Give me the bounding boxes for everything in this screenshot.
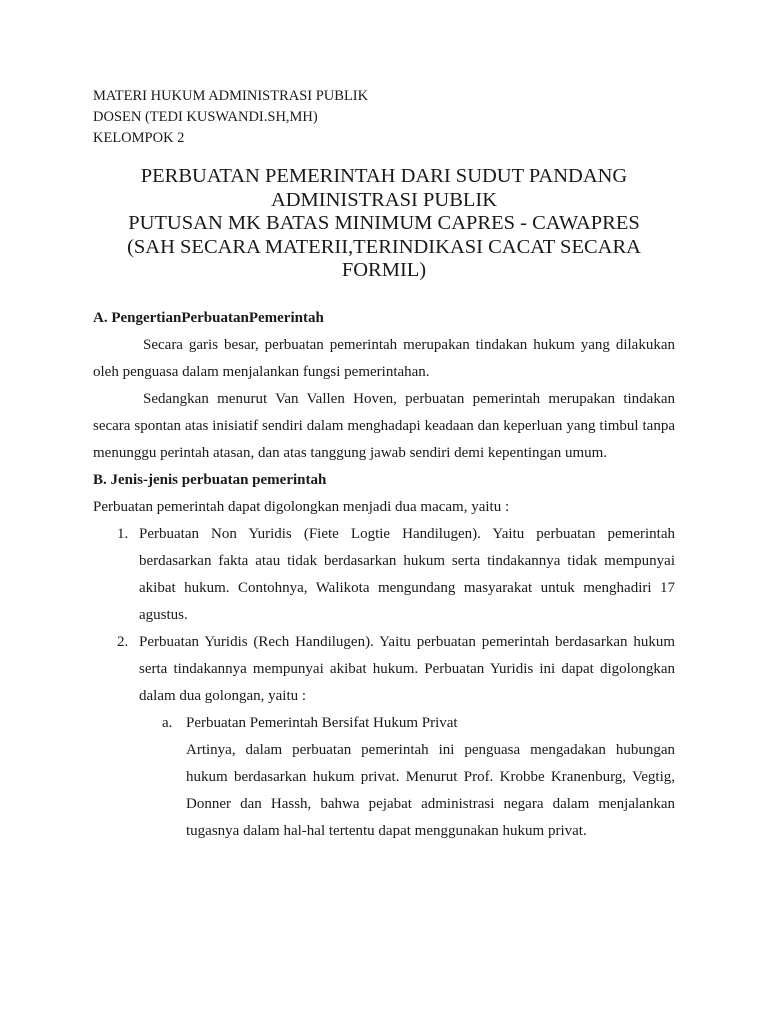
sub-list-item-title: Perbuatan Pemerintah Bersifat Hukum Privat [186,714,458,731]
document-page [93,86,675,845]
numbered-list [93,521,675,710]
sub-list-item-body: Artinya, dalam perbuatan pemerintah ini penguasa mengadakan hubungan hukum berdasarkan hukum privat. Menurut Prof. Krobbe Kranenburg, Vegtig, Donner dan Hassh, bahwa pejabat administrasi negara dalam menjalankan tugasnya dalam hal-hal tertentu dapat menggunakan hukum privat. [186,741,675,839]
section-b-heading: B. Jenis-jenis perbuatan pemerintah [93,471,327,488]
list-item [93,521,675,629]
title-line-5: FORMIL) [341,259,427,281]
list-item-marker: 1. [117,525,129,542]
header-lecturer: DOSEN (TEDI KUSWANDI.SH,MH) [93,109,318,125]
title-line-1: PERBUATAN PEMERINTAH DARI SUDUT PANDANG [140,165,628,187]
header-course: MATERI HUKUM ADMINISTRASI PUBLIK [93,88,369,104]
list-item-text: Perbuatan Non Yuridis (Fiete Logtie Handilugen). Yaitu perbuatan pemerintah berdasarkan fakta atau tidak berdasarkan hukum serta tindakannya tidak mempunyai akibat hukum. Contohnya, Walikota mengundang masyarakat untuk menghadiri 17 agustus. [139,525,675,623]
document-title [93,165,675,283]
section-a-heading: A. PengertianPerbuatanPemerintah [93,309,324,326]
section-a-paragraph-2: Sedangkan menurut Van Vallen Hoven, perbuatan pemerintah merupakan tindakan secara spontan atas inisiatif sendiri dalam menghadapi keadaan dan keperluan yang timbul tanpa menunggu perintah atasan, dan atas tanggung jawab sendiri demi kepentingan umum. [93,390,675,461]
section-b-intro: Perbuatan pemerintah dapat digolongkan menjadi dua macam, yaitu : [93,498,510,515]
document-header [93,86,675,149]
title-line-4: (SAH SECARA MATERII,TERINDIKASI CACAT SECARA [127,235,641,258]
section-a-paragraph-1: Secara garis besar, perbuatan pemerintah merupakan tindakan hukum yang dilakukan oleh penguasa dalam menjalankan fungsi pemerintahan. [93,336,675,380]
title-line-2: ADMINISTRASI PUBLIK [270,188,498,211]
list-item-marker: 2. [117,633,129,650]
list-item [93,629,675,710]
title-line-3: PUTUSAN MK BATAS MINIMUM CAPRES - CAWAPRES [128,212,640,234]
sub-list-item-marker: a. [162,714,173,731]
sub-list-item [93,710,675,737]
list-item-text: Perbuatan Yuridis (Rech Handilugen). Yaitu perbuatan pemerintah berdasarkan hukum serta tindakannya mempunyai akibat hukum. Perbuatan Yuridis ini dapat digolongkan dalam dua golongan, yaitu : [139,633,675,704]
header-group: KELOMPOK 2 [93,130,185,146]
